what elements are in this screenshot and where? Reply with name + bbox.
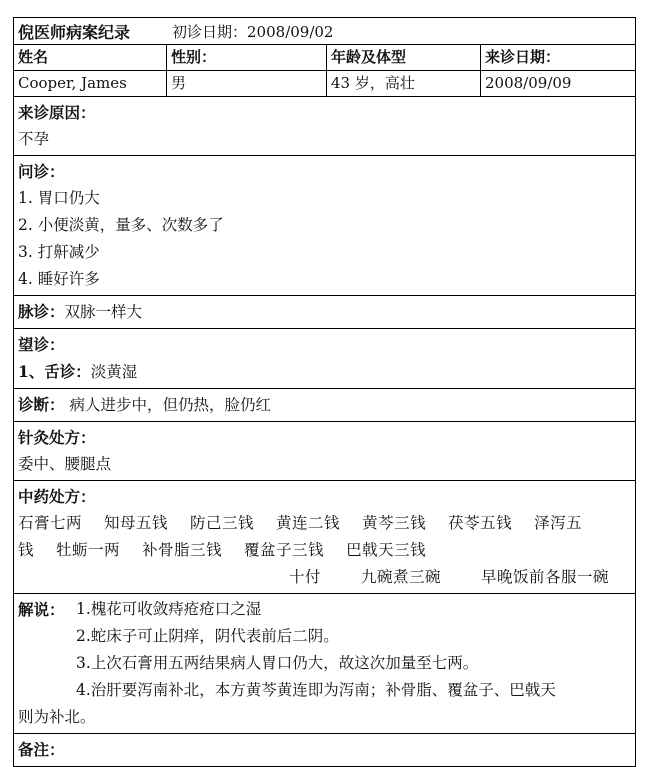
herbal-label: 中药处方： xyxy=(18,487,96,506)
note-item: 4.治肝要泻南补北，本方黄芩黄连即为泻南；补骨脂、覆盆子、巴戟天 xyxy=(76,681,556,699)
observe-label: 望诊： xyxy=(18,335,65,354)
herb-item: 钱 xyxy=(18,541,35,559)
herb-item: 黄芩三钱 xyxy=(362,514,427,532)
herb-item: 黄连二钱 xyxy=(276,514,341,532)
pulse-section xyxy=(14,296,635,329)
note-item: 3.上次石膏用五两结果病人胃口仍大，故这次加量至七两。 xyxy=(76,654,479,672)
notes-body xyxy=(76,596,556,704)
herb-line-2 xyxy=(18,537,631,564)
inquiry-section xyxy=(14,156,635,296)
reason-label: 来诊原因： xyxy=(18,103,96,122)
reason-value: 不孕 xyxy=(18,130,50,148)
diagnosis-section xyxy=(14,389,635,422)
acupuncture-value: 委中、腰腿点 xyxy=(18,455,112,473)
dosage-item: 十付 xyxy=(288,568,321,586)
dosage-item: 九碗煮三碗 xyxy=(360,568,441,586)
remarks-label: 备注： xyxy=(18,740,65,759)
observe-section xyxy=(14,329,635,389)
note-item: 1.槐花可收敛痔疮疮口之湿 xyxy=(76,600,262,618)
herb-item: 补骨脂三钱 xyxy=(142,541,223,559)
notes-label: 解说： xyxy=(18,600,65,619)
herb-item: 巴戟天三钱 xyxy=(346,541,427,559)
header-visit-date: 来诊日期： xyxy=(485,48,561,66)
herb-item: 牡蛎一两 xyxy=(56,541,121,559)
notes-block xyxy=(18,596,631,704)
herb-item: 泽泻五 xyxy=(534,514,583,532)
patient-name: Cooper, James xyxy=(14,71,167,96)
herb-line-1 xyxy=(18,510,631,537)
acupuncture-section xyxy=(14,422,635,481)
record-title: 倪医师病案纪录 xyxy=(18,22,131,42)
inquiry-item: 1. 胃口仍大 xyxy=(18,189,100,207)
first-visit-date: 初诊日期：2008/09/02 xyxy=(172,22,334,41)
patient-age: 43 岁，高壮 xyxy=(327,71,481,96)
notes-section xyxy=(14,594,635,734)
inquiry-item: 2. 小便淡黄，量多、次数多了 xyxy=(18,216,224,234)
visit-date: 2008/09/09 xyxy=(485,74,572,92)
inquiry-item: 4. 睡好许多 xyxy=(18,270,100,288)
herb-item: 茯苓五钱 xyxy=(448,514,513,532)
pulse-value: 双脉一样大 xyxy=(64,303,143,321)
herb-item: 知母五钱 xyxy=(104,514,169,532)
tongue-label: 1、舌诊： xyxy=(18,362,91,381)
patient-gender: 男 xyxy=(167,71,327,96)
diagnosis-label: 诊断： xyxy=(18,395,65,414)
note-continuation: 则为补北。 xyxy=(18,708,96,726)
herb-item: 石膏七两 xyxy=(18,514,83,532)
info-header-row xyxy=(14,45,635,71)
herb-item: 覆盆子三钱 xyxy=(244,541,325,559)
inquiry-item: 3. 打鼾减少 xyxy=(18,243,100,261)
herb-dosage-line xyxy=(18,564,631,591)
herb-item: 防己三钱 xyxy=(190,514,255,532)
pulse-label: 脉诊： xyxy=(18,302,65,321)
acupuncture-label: 针灸处方： xyxy=(18,428,96,447)
header-name: 姓名 xyxy=(14,45,167,70)
header-age: 年龄及体型 xyxy=(327,45,481,70)
title-row xyxy=(14,18,635,45)
dosage-item: 早晚饭前各服一碗 xyxy=(480,568,609,586)
header-gender: 性别： xyxy=(167,45,327,70)
tongue-value: 淡黄湿 xyxy=(90,363,138,381)
note-item: 2.蛇床子可止阴痒，阴代表前后二阴。 xyxy=(76,627,339,645)
inquiry-label: 问诊： xyxy=(18,162,65,181)
diagnosis-value: 病人进步中，但仍热，脸仍红 xyxy=(69,396,271,414)
case-record-sheet xyxy=(13,17,636,767)
info-value-row xyxy=(14,71,635,97)
reason-section xyxy=(14,97,635,156)
remarks-section xyxy=(14,734,635,766)
herbal-section xyxy=(14,481,635,594)
